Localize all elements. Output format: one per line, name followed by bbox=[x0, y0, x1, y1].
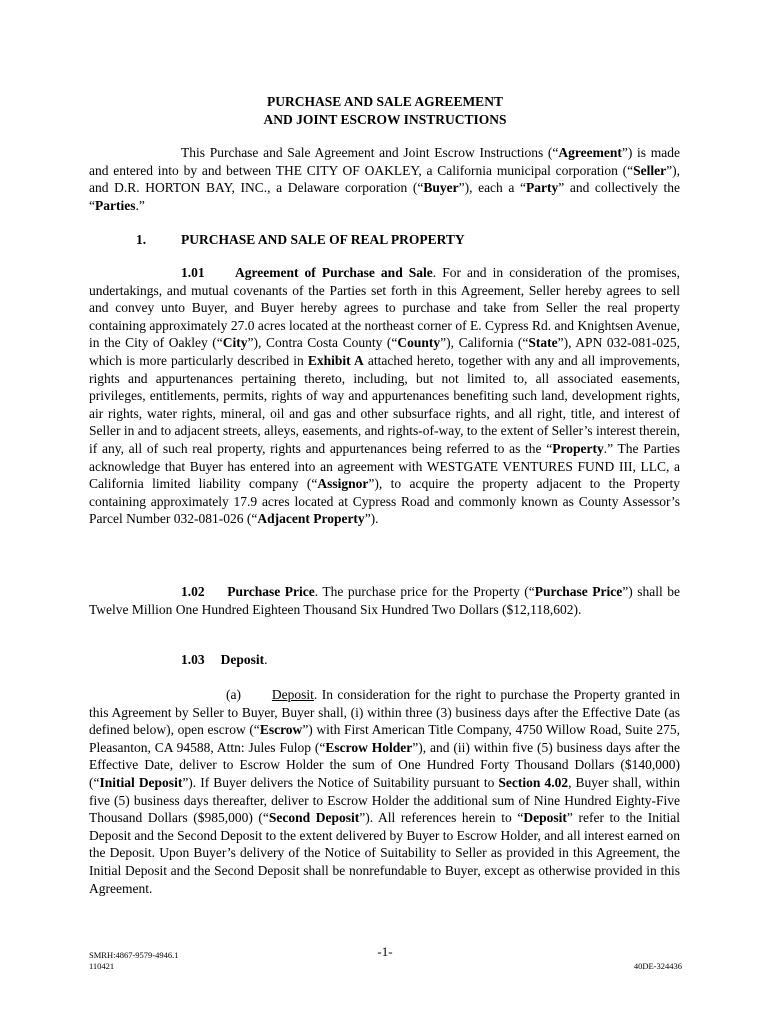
section-1-title: PURCHASE AND SALE OF REAL PROPERTY bbox=[181, 232, 465, 247]
section-1-03a-paragraph: (a) Deposit. In consideration for the right to purchase the Property granted in this Agreement by Seller to Buyer, Buyer shall, (i) within three (3) business days after the Effective Date (as defined below), open escrow (“Escrow”) with First American Title Company, 4750 Willow Road, Suite 275, Pleasanton, CA 94588, Attn: Jules Fulop (“Escrow Holder”), and (ii) within five (5) business days after the Effective Date, deliver to Escrow Holder the sum of One Hundred Forty Thousand Dollars ($140,000) (“Initial Deposit”). If Buyer delivers the Notice of Suitability pursuant to Section 4.02, Buyer shall, within five (5) business days thereafter, deliver to Escrow Holder the additional sum of Nine Hundred Eighty-Five Thousand Dollars ($985,000) (“Second Deposit”). All references herein to “Deposit” refer to the Initial Deposit and the Second Deposit to the extent delivered by Buyer to Escrow Holder, and all interest earned on the Deposit. Upon Buyer’s delivery of the Notice of Suitability to Seller as provided in this Agreement, the Initial Deposit and the Second Deposit shall be nonrefundable to Buyer, except as otherwise provided in this Agreement. bbox=[89, 687, 681, 896]
page-number: -1- bbox=[377, 944, 393, 959]
section-1-01-paragraph: 1.01 Agreement of Purchase and Sale. For and in consideration of the promises, undertakings, and mutual covenants of the Parties set forth in this Agreement, Seller hereby agrees to sell and convey unto Buyer, and Buyer hereby agrees to purchase and take from Seller the real property containing approximately 27.0 acres located at the northeast corner of E. Cypress Rd. and Knightsen Avenue, in the City of Oakley (“City”), Contra Costa County (“County”), California (“State”), APN 032-081-025, which is more particularly described in Exhibit A attached hereto, together with any and all improvements, rights and appurtenances pertaining thereto, including, but not limited to, all associated easements, privileges, entitlements, permits, rights of way and appurtenances benefiting such land, development rights, air rights, water rights, mineral, oil and gas and other subsurface rights, and all right, title, and interest of Seller in and to adjacent streets, alleys, easements, and rights-of-way, to the extent of Seller’s interest therein, if any, all of such real property, rights and appurtenances being referred to as the “Property.” The Parties acknowledge that Buyer has entered into an agreement with WESTGATE VENTURES FUND III, LLC, a California limited liability company (“Assignor”), to acquire the property adjacent to the Property containing approximately 17.9 acres located at Cypress Road and commonly known as County Assessor’s Parcel Number 032-081-026 (“Adjacent Property”). bbox=[89, 265, 681, 527]
footer-date-code: 110421 bbox=[89, 961, 115, 971]
footer-doc-number: SMRH:4867-9579-4946.1 bbox=[89, 950, 179, 960]
footer-reference: 40DE-324436 bbox=[633, 961, 682, 971]
section-1-02-paragraph: 1.02 Purchase Price. The purchase price for the Property (“Purchase Price”) shall be Twelve Million One Hundred Eighteen Thousand Six Hundred Two Dollars ($12,118,602). bbox=[89, 584, 680, 617]
section-1-03-heading: 1.03 Deposit. bbox=[181, 652, 268, 667]
intro-paragraph: This Purchase and Sale Agreement and Joint Escrow Instructions (“Agreement”) is made and entered into by and between THE CITY OF OAKLEY, a California municipal corporation (“Seller”), and D.R. HORTON BAY, INC., a Delaware corporation (“Buyer”), each a “Party” and collectively the “Parties.” bbox=[89, 145, 680, 213]
document-title-line1: PURCHASE AND SALE AGREEMENT bbox=[267, 94, 503, 109]
document-title-line2: AND JOINT ESCROW INSTRUCTIONS bbox=[263, 112, 507, 127]
section-1-number: 1. bbox=[136, 232, 147, 247]
